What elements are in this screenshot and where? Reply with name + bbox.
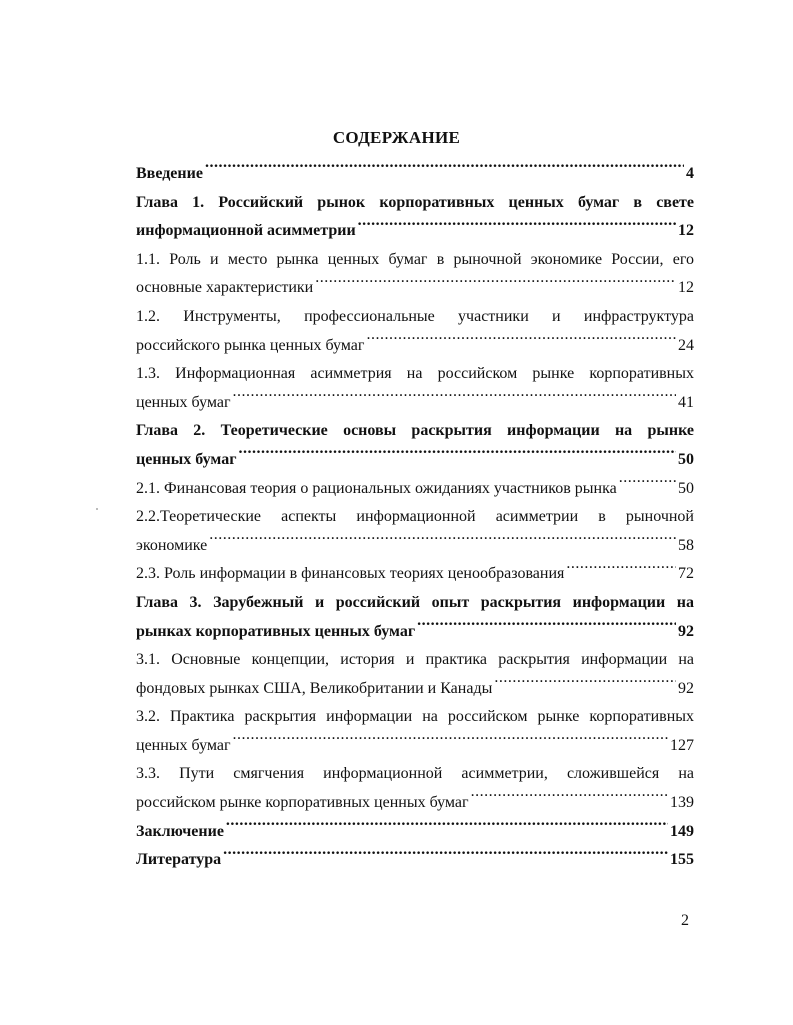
toc-entry-section-3-2[interactable] bbox=[136, 703, 694, 760]
toc-entry-title: 2.1. Финансовая теория о рациональных ожиданиях участников рынка bbox=[136, 479, 617, 497]
toc-line bbox=[136, 560, 694, 589]
toc-entry-section-1-1[interactable] bbox=[136, 246, 694, 303]
toc-line bbox=[136, 360, 694, 389]
toc-line bbox=[136, 303, 694, 332]
toc-page-number: 92 bbox=[678, 622, 694, 640]
toc-entry-title: Глава 2. Теоретические основы раскрытия информации на рынке bbox=[136, 422, 694, 440]
toc-entry-conclusion[interactable] bbox=[136, 818, 694, 847]
toc-page-number: 12 bbox=[678, 222, 694, 240]
toc-entry-section-1-2[interactable] bbox=[136, 303, 694, 360]
toc-line bbox=[136, 274, 694, 303]
toc-page-number: 50 bbox=[678, 450, 694, 468]
toc-entry-section-3-1[interactable] bbox=[136, 646, 694, 703]
toc-line bbox=[136, 818, 694, 847]
toc-entry-section-3-3[interactable] bbox=[136, 760, 694, 817]
toc-entry-title: ценных бумаг bbox=[136, 736, 231, 754]
toc-entry-title: 3.1. Основные концепции, история и практика раскрытия информации на bbox=[136, 651, 694, 669]
toc-entry-chapter-3[interactable] bbox=[136, 589, 694, 646]
page-number: 2 bbox=[681, 912, 689, 929]
page-title: СОДЕРЖАНИЕ bbox=[332, 128, 461, 147]
toc-entry-title: 3.3. Пути смягчения информационной асимметрии, сложившейся на bbox=[136, 765, 694, 783]
dot-leader bbox=[226, 818, 668, 836]
toc-entry-section-2-1[interactable] bbox=[136, 475, 694, 504]
toc-line bbox=[136, 332, 694, 361]
toc-entry-title: ценных бумаг bbox=[136, 393, 231, 411]
toc-entry-title: российского рынка ценных бумаг bbox=[136, 336, 365, 354]
toc-page-number: 12 bbox=[678, 279, 694, 297]
dot-leader bbox=[315, 274, 676, 292]
toc-line bbox=[136, 503, 694, 532]
toc-page-number: 127 bbox=[670, 736, 694, 754]
toc-entry-title: Заключение bbox=[136, 822, 224, 840]
toc-entry-title: Глава 3. Зарубежный и российский опыт раскрытия информации на bbox=[136, 593, 694, 611]
toc-entry-title: фондовых рынках США, Великобритании и Канады bbox=[136, 679, 493, 697]
scan-speck bbox=[96, 508, 98, 510]
toc-page-number: 72 bbox=[678, 565, 694, 583]
toc-line bbox=[136, 760, 694, 789]
toc-entry-title: экономике bbox=[136, 536, 208, 554]
toc-entry-title: 1.2. Инструменты, профессиональные участники и инфраструктура bbox=[136, 307, 694, 325]
toc-line bbox=[136, 189, 694, 218]
toc-entry-title: 2.2.Теоретические аспекты информационной асимметрии в рыночной bbox=[136, 508, 694, 526]
toc-entry-introduction[interactable] bbox=[136, 160, 694, 189]
toc-entry-section-1-3[interactable] bbox=[136, 360, 694, 417]
toc-line bbox=[136, 446, 694, 475]
dot-leader bbox=[233, 389, 676, 407]
dot-leader bbox=[366, 332, 676, 350]
dot-leader bbox=[238, 446, 676, 464]
toc-page-number: 24 bbox=[678, 336, 694, 354]
dot-leader bbox=[233, 732, 668, 750]
toc-line bbox=[136, 703, 694, 732]
toc-line bbox=[136, 246, 694, 275]
toc-entry-title: Введение bbox=[136, 165, 203, 182]
toc-line bbox=[136, 389, 694, 418]
dot-leader bbox=[471, 789, 668, 807]
toc-entry-title: российском рынке корпоративных ценных бумаг bbox=[136, 794, 469, 812]
toc-page-number: 58 bbox=[678, 536, 694, 554]
toc-page-number: 139 bbox=[670, 794, 694, 812]
toc-page-number: 149 bbox=[670, 822, 694, 840]
toc-line bbox=[136, 589, 694, 618]
toc-line bbox=[136, 532, 694, 561]
toc-line bbox=[136, 732, 694, 761]
toc-page-number: 92 bbox=[678, 679, 694, 697]
dot-leader bbox=[494, 675, 676, 693]
toc-line bbox=[136, 675, 694, 704]
dot-leader bbox=[619, 475, 676, 493]
dot-leader bbox=[417, 618, 676, 636]
toc-entry-title: 1.3. Информационная асимметрия на российском рынке корпоративных bbox=[136, 365, 694, 383]
toc-entry-chapter-1[interactable] bbox=[136, 189, 694, 246]
toc-page-number: 155 bbox=[670, 851, 694, 869]
toc-entry-title: 3.2. Практика раскрытия информации на российском рынке корпоративных bbox=[136, 708, 694, 726]
dot-leader bbox=[209, 532, 676, 550]
dot-leader bbox=[358, 217, 676, 235]
dot-leader bbox=[205, 160, 684, 178]
toc-page-number: 50 bbox=[678, 479, 694, 497]
toc-entry-title: 2.3. Роль информации в финансовых теориях ценообразования bbox=[136, 565, 565, 583]
toc-page-number: 4 bbox=[686, 165, 694, 182]
toc-line bbox=[136, 417, 694, 446]
toc-line bbox=[136, 475, 694, 504]
toc-line bbox=[136, 160, 694, 189]
toc-entry-title: основные характеристики bbox=[136, 279, 314, 297]
toc-entry-title: Глава 1. Российский рынок корпоративных ценных бумаг в свете bbox=[136, 193, 694, 211]
toc-entry-title: Литература bbox=[136, 851, 222, 869]
toc-entry-section-2-2[interactable] bbox=[136, 503, 694, 560]
table-of-contents bbox=[136, 160, 694, 875]
dot-leader bbox=[223, 846, 668, 864]
toc-line bbox=[136, 846, 694, 875]
toc-entry-title: 1.1. Роль и место рынка ценных бумаг в рыночной экономике России, его bbox=[136, 250, 694, 268]
toc-entry-literature[interactable] bbox=[136, 846, 694, 875]
toc-line bbox=[136, 646, 694, 675]
toc-entry-section-2-3[interactable] bbox=[136, 560, 694, 589]
toc-entry-title: информационной асимметрии bbox=[136, 222, 356, 240]
toc-line bbox=[136, 217, 694, 246]
dot-leader bbox=[566, 560, 676, 578]
toc-line bbox=[136, 618, 694, 647]
toc-entry-title: ценных бумаг bbox=[136, 450, 237, 468]
toc-entry-title: рынках корпоративных ценных бумаг bbox=[136, 622, 416, 640]
toc-entry-chapter-2[interactable] bbox=[136, 417, 694, 474]
toc-page-number: 41 bbox=[678, 393, 694, 411]
toc-line bbox=[136, 789, 694, 818]
